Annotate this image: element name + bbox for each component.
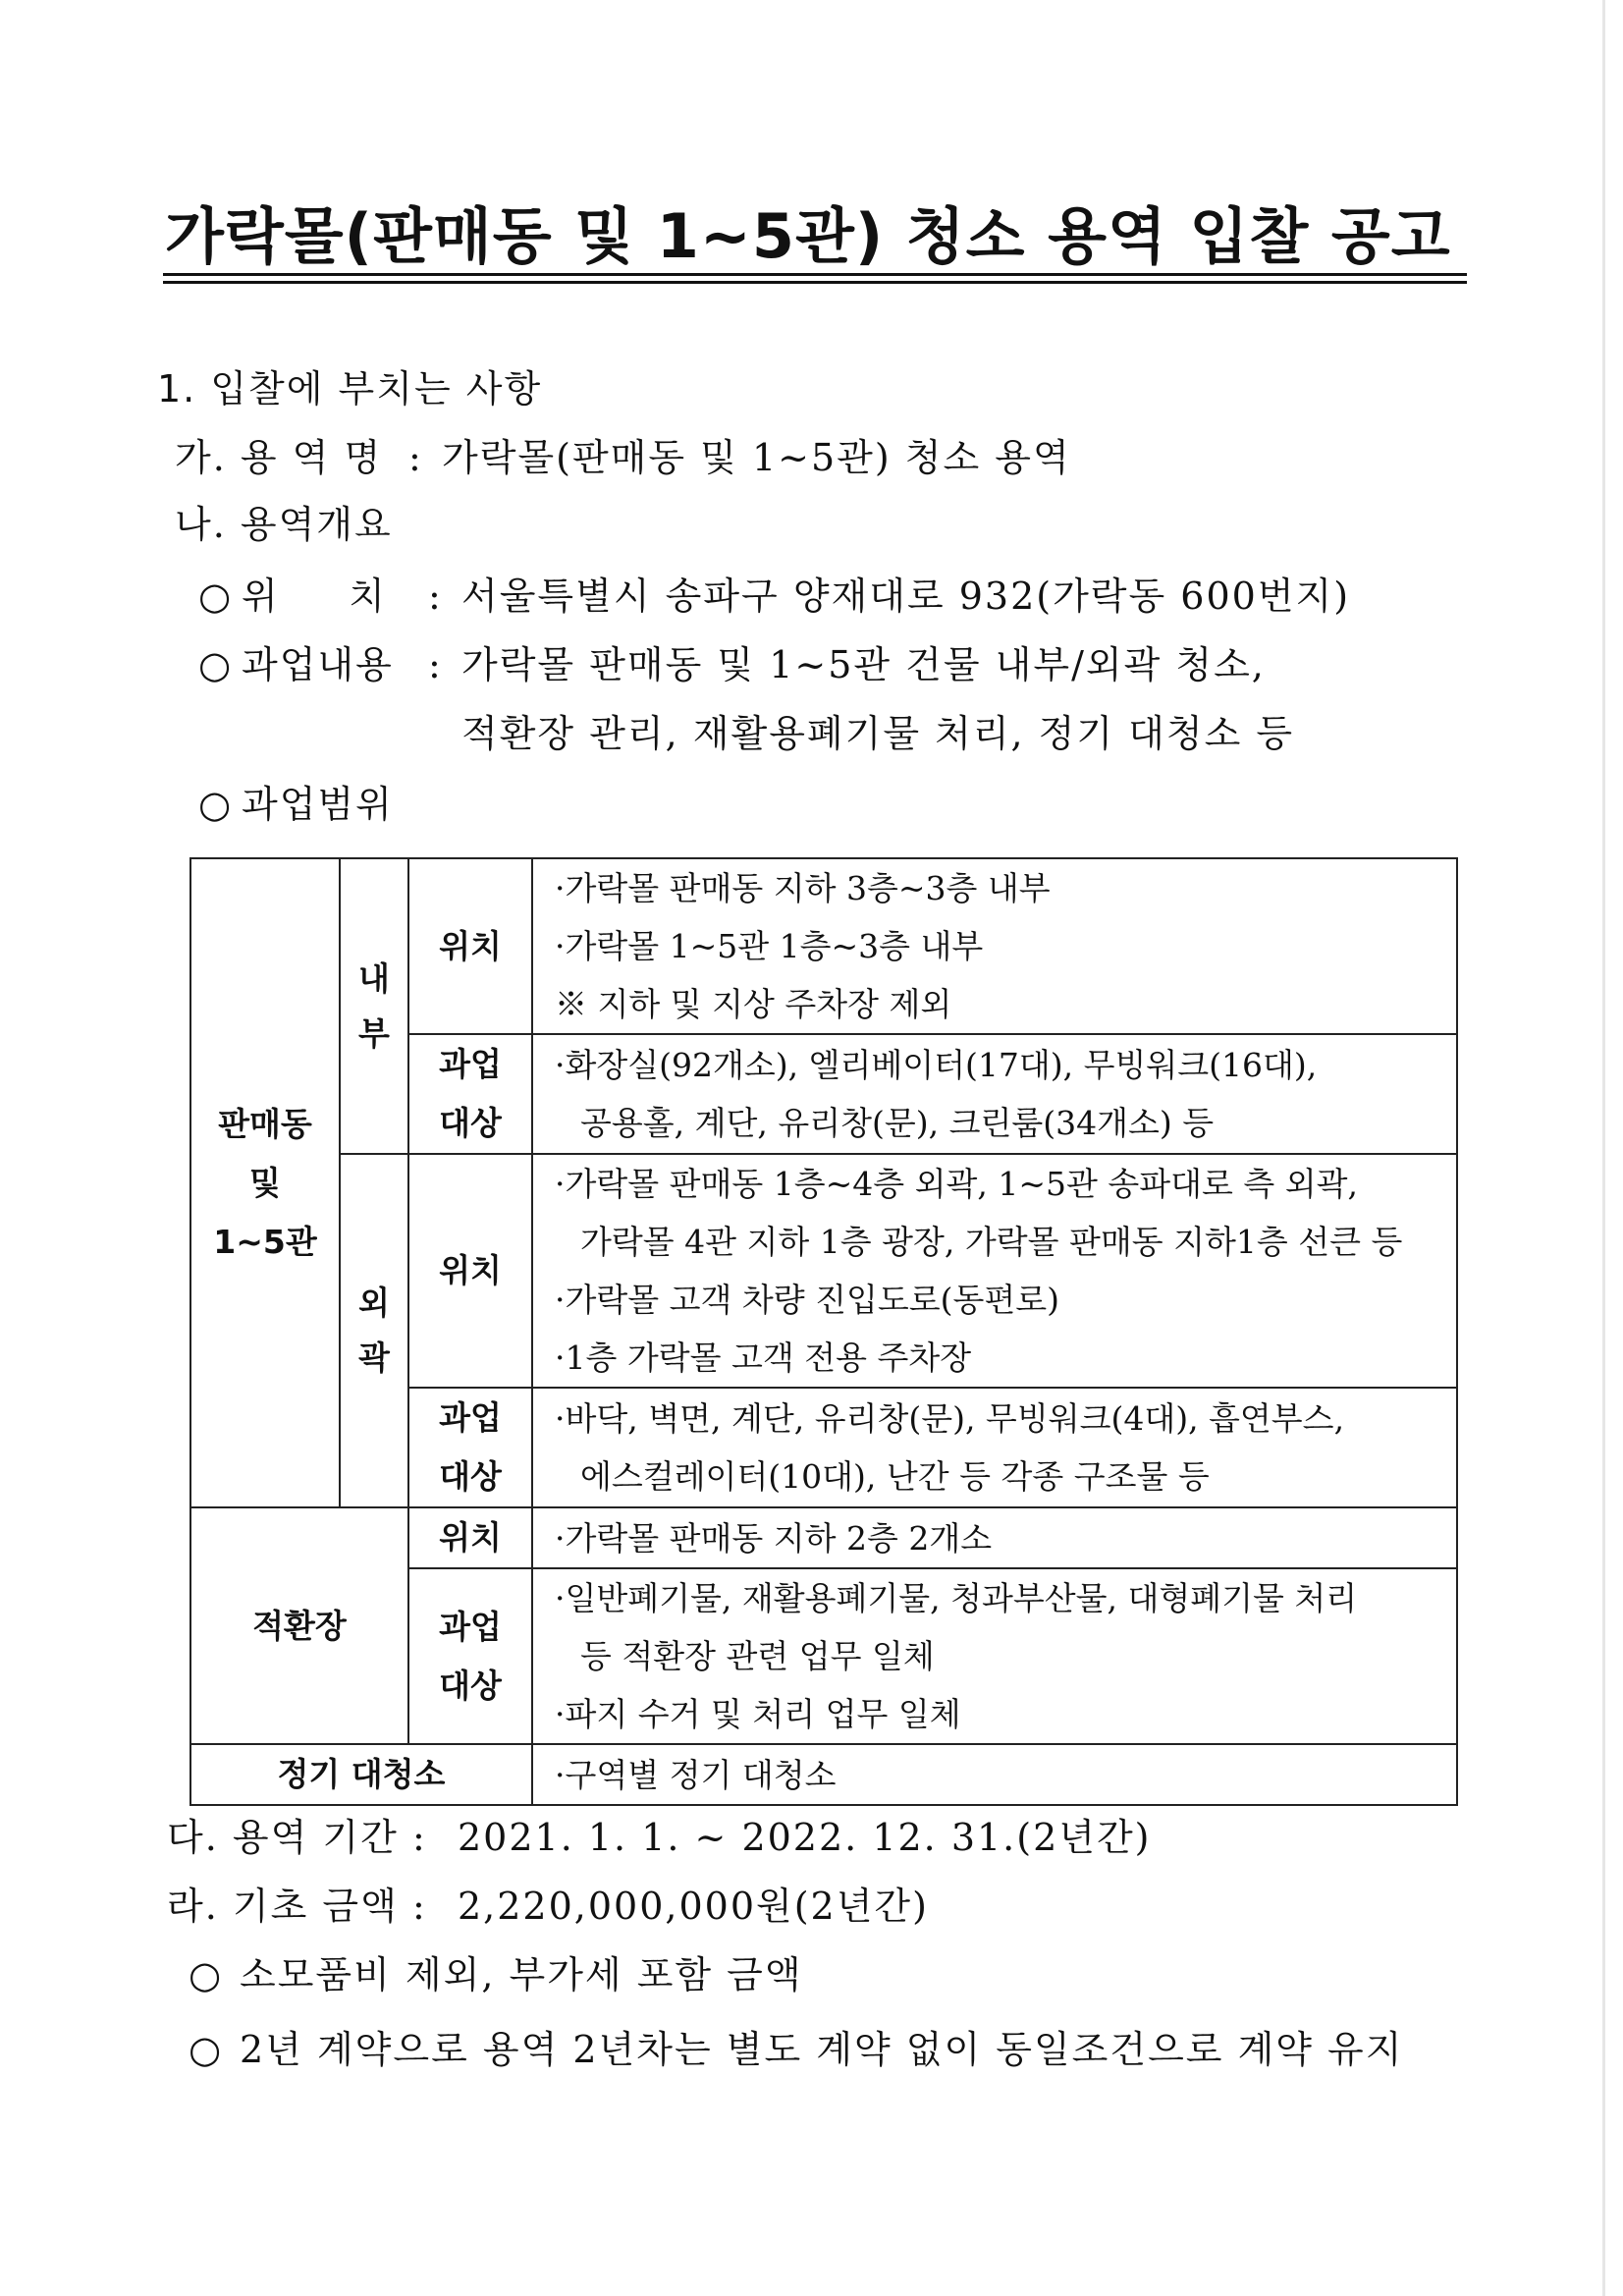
note-contract-text: 2년 계약으로 용역 2년차는 별도 계약 없이 동일조건으로 계약 유지 [240,2028,1404,2071]
transfer-targets-label [408,1568,532,1744]
group-sales-label-line3: 1~5관 [213,1222,317,1261]
inner-label-char2: 부 [358,1013,390,1053]
service-name-colon: : [408,436,423,479]
inner-location-label: 위치 [408,858,532,1034]
group-sales-label [190,858,340,1507]
transfer-targets-label-line1: 과업 [439,1607,502,1646]
title-underline-second [163,281,1467,284]
inner-targets-content [532,1034,1457,1154]
note-contract-row [189,2028,1404,2071]
outer-targets-label [408,1388,532,1507]
transfer-targets-line3: ·파지 수거 및 처리 업무 일체 [555,1695,961,1733]
inner-location-note: ※ 지하 및 지상 주차장 제외 [555,985,952,1023]
scope-label: 과업범위 [242,783,394,826]
outer-targets-label-line1: 과업 [439,1398,502,1437]
note-contract-bullet: ○ [189,2028,224,2071]
outer-targets-line2: 에스컬레이터(10대), 난간 등 각종 구조물 등 [580,1457,1210,1496]
inner-label [340,858,408,1154]
service-name-row [175,436,1071,479]
period-colon: : [412,1816,427,1859]
inner-location-content [532,858,1457,1034]
location-label: 위 치 [242,574,387,618]
base-amount-colon: : [412,1885,427,1928]
base-amount-value: 2,220,000,000원(2년간) [458,1885,929,1928]
section-heading: 1. 입찰에 부치는 사항 [157,367,543,410]
outer-location-label: 위치 [408,1154,532,1388]
transfer-targets-line1: ·일반폐기물, 재활용폐기물, 청과부산물, 대형폐기물 처리 [555,1579,1358,1617]
task-content-bullet: ○ [198,643,234,686]
task-content-label: 과업내용 [242,643,394,686]
inner-targets-label-line2: 대상 [439,1104,502,1142]
transfer-targets-line2: 등 적환장 관련 업무 일체 [580,1637,935,1675]
transfer-targets-label-line2: 대상 [439,1666,502,1705]
location-colon: : [428,574,443,618]
overview-label: 나. 용역개요 [175,503,393,546]
page-edge [1602,0,1605,2296]
inner-targets-label [408,1034,532,1154]
note-vat-bullet: ○ [189,1953,224,1996]
outer-targets-content [532,1388,1457,1507]
cleaning-content [532,1744,1457,1805]
task-content-colon: : [428,643,443,686]
outer-location-content [532,1154,1457,1388]
location-row [198,574,1351,618]
scope-label-row [198,783,394,826]
title-underline [163,273,1467,276]
inner-location-line1: ·가락몰 판매동 지하 3층~3층 내부 [555,869,1051,907]
period-row [167,1816,1152,1859]
outer-targets-line1: ·바닥, 벽면, 계단, 유리창(문), 무빙워크(4대), 흡연부스, [555,1399,1345,1438]
scope-bullet: ○ [198,783,234,826]
outer-location-line3: ·가락몰 고객 차량 진입도로(동편로) [555,1281,1059,1319]
outer-label-char1: 외 [358,1284,390,1322]
group-sales-label-line1: 판매동 [218,1104,312,1143]
outer-location-line1: ·가락몰 판매동 1층~4층 외곽, 1~5관 송파대로 측 외곽, [555,1165,1358,1203]
transfer-location-content [532,1507,1457,1568]
task-content-value-line1: 가락몰 판매동 및 1~5관 건물 내부/외곽 청소, [461,643,1266,686]
scope-table [189,857,1458,1806]
task-content-value-line2: 적환장 관리, 재활용폐기물 처리, 정기 대청소 등 [461,712,1295,755]
outer-targets-label-line2: 대상 [439,1457,502,1496]
outer-location-line2: 가락몰 4관 지하 1층 광장, 가락몰 판매동 지하1층 선큰 등 [580,1223,1403,1261]
group-transfer-label: 적환장 [190,1507,408,1744]
transfer-location-label: 위치 [408,1507,532,1568]
base-amount-row [167,1885,929,1928]
inner-targets-label-line1: 과업 [439,1045,502,1083]
task-content-row [198,643,1266,686]
period-label: 다. 용역 기간 [167,1816,399,1859]
group-sales-label-line2: 및 [249,1163,281,1202]
service-name-label: 가. 용 역 명 [175,436,383,479]
transfer-location-line1: ·가락몰 판매동 지하 2층 2개소 [555,1518,993,1558]
service-name-value: 가락몰(판매동 및 1~5관) 청소 용역 [442,436,1071,479]
inner-targets-line1: ·화장실(92개소), 엘리베이터(17대), 무빙워크(16대), [555,1046,1318,1084]
note-vat-text: 소모품비 제외, 부가세 포함 금액 [240,1953,803,1996]
outer-location-line4: ·1층 가락몰 고객 전용 주차장 [555,1339,972,1377]
note-vat-row [189,1953,803,1996]
inner-label-char1: 내 [358,958,390,998]
page-title: 가락몰(판매동 및 1~5관) 청소 용역 입찰 공고 [165,200,1451,272]
cleaning-line1: ·구역별 정기 대청소 [555,1755,837,1794]
group-cleaning-label: 정기 대청소 [190,1744,532,1805]
location-bullet: ○ [198,574,234,618]
base-amount-label: 라. 기초 금액 [167,1885,399,1928]
transfer-targets-content [532,1568,1457,1744]
period-value: 2021. 1. 1. ~ 2022. 12. 31.(2년간) [458,1816,1152,1859]
location-value: 서울특별시 송파구 양재대로 932(가락동 600번지) [461,574,1351,618]
outer-label-char2: 곽 [358,1339,390,1377]
outer-label [340,1154,408,1507]
inner-targets-line2: 공용홀, 계단, 유리창(문), 크린룸(34개소) 등 [580,1104,1215,1142]
inner-location-line2: ·가락몰 1~5관 1층~3층 내부 [555,927,984,965]
